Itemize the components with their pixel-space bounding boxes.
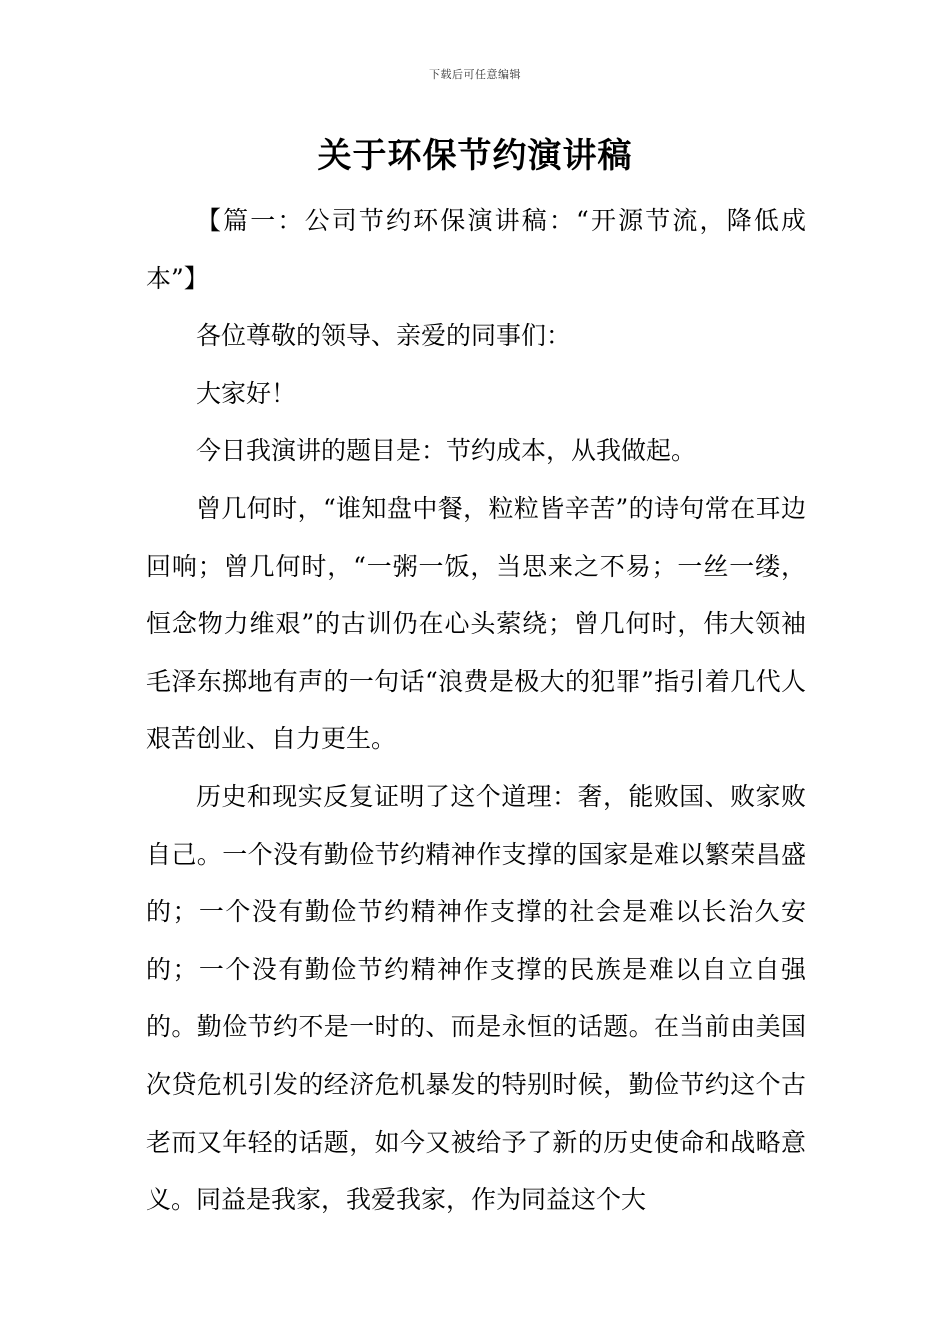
paragraph-topic: 今日我演讲的题目是：节约成本，从我做起。 <box>196 436 697 466</box>
paragraph-section-heading: 【篇一：公司节约环保演讲稿：“开源节流，降低成本”】 <box>146 206 806 293</box>
header-note: 下载后可任意编辑 <box>429 68 521 81</box>
paragraph-salutation: 各位尊敬的领导、亲爱的同事们： <box>196 321 572 351</box>
paragraph-quotes: 曾几何时，“谁知盘中餐，粒粒皆辛苦”的诗句常在耳边回响；曾几何时，“一粥一饭，当思来之不易；一丝一缕，恒念物力维艰”的古训仍在心头萦绕；曾几何时，伟大领袖毛泽东掷地有声的一句话“浪费是极大的犯罪”指引着几代人艰苦创业、自力更生。 <box>146 493 806 754</box>
document-body <box>146 192 806 1229</box>
paragraph-history: 历史和现实反复证明了这个道理：奢，能败国、败家败自己。一个没有勤俭节约精神作支撑的国家是难以繁荣昌盛的；一个没有勤俭节约精神作支撑的社会是难以长治久安的；一个没有勤俭节约精神作支撑的民族是难以自立自强的。勤俭节约不是一时的、而是永恒的话题。在当前由美国次贷危机引发的经济危机暴发的特别时候，勤俭节约这个古老而又年轻的话题，如今又被给予了新的历史使命和战略意义。同益是我家，我爱我家，作为同益这个大 <box>146 781 806 1215</box>
document-title: 关于环保节约演讲稿 <box>317 136 633 176</box>
paragraph-greeting: 大家好！ <box>196 378 297 408</box>
